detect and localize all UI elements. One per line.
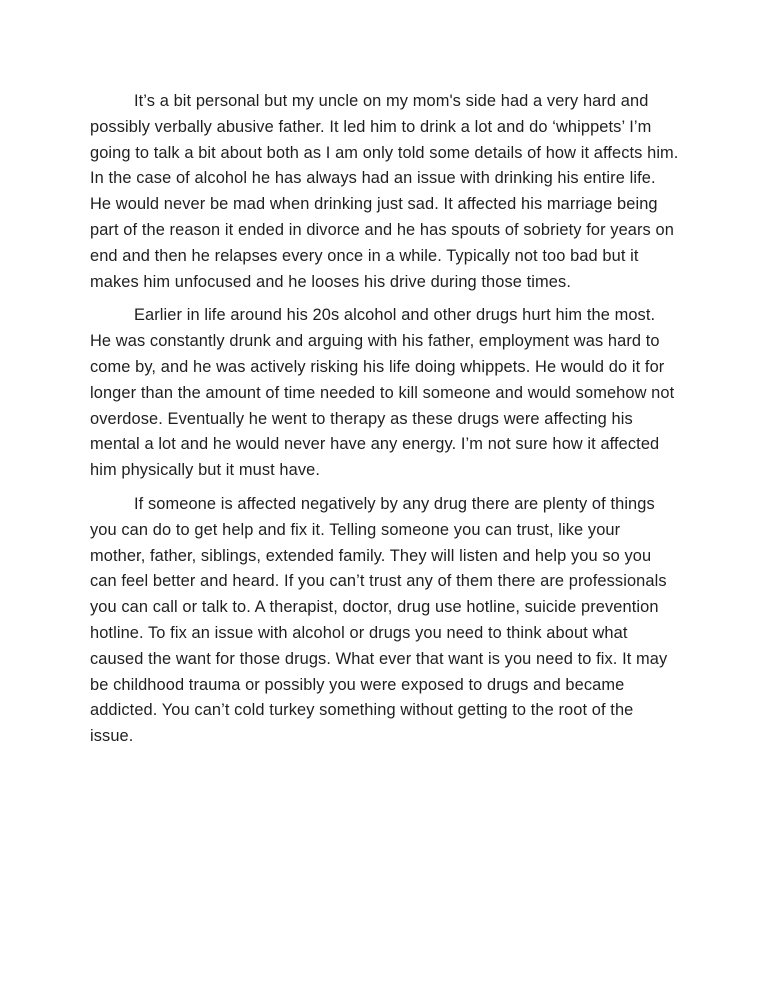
paragraph-3: If someone is affected negatively by any drug there are plenty of things you can do to get help and fix it. Telling someone you can trust, like your mother, father, siblings, extended family. They will listen and help you so you can feel better and heard. If you can’t trust any of them there are professionals you can call or talk to. A therapist, doctor, drug use hotline, suicide prevention hotline. To fix an issue with alcohol or drugs you need to think about what caused the want for those drugs. What ever that want is you need to fix. It may be childhood trauma or possibly you were exposed to drugs and became addicted. You can’t cold turkey something without getting to the root of the issue. — [90, 494, 668, 746]
paragraph-1: It’s a bit personal but my uncle on my mom's side had a very hard and possibly verbally abusive father. It led him to drink a lot and do ‘whippets’ I’m going to talk a bit about both as I am only told some details of how it affects him. In the case of alcohol he has always had an issue with drinking his entire life. He would never be mad when drinking just sad. It affected his marriage being part of the reason it ended in divorce and he has spouts of sobriety for years on end and then he relapses every once in a while. Typically not too bad but it makes him unfocused and he looses his drive during those times. — [90, 92, 679, 291]
document-body — [90, 89, 680, 758]
paragraph-2: Earlier in life around his 20s alcohol and other drugs hurt him the most. He was constantly drunk and arguing with his father, employment was hard to come by, and he was actively risking his life doing whippets. He would do it for longer than the amount of time needed to kill someone and would somehow not overdose. Eventually he went to therapy as these drugs were affecting his mental a lot and he would never have any energy. I’m not sure how it affected him physically but it must have. — [90, 306, 675, 480]
